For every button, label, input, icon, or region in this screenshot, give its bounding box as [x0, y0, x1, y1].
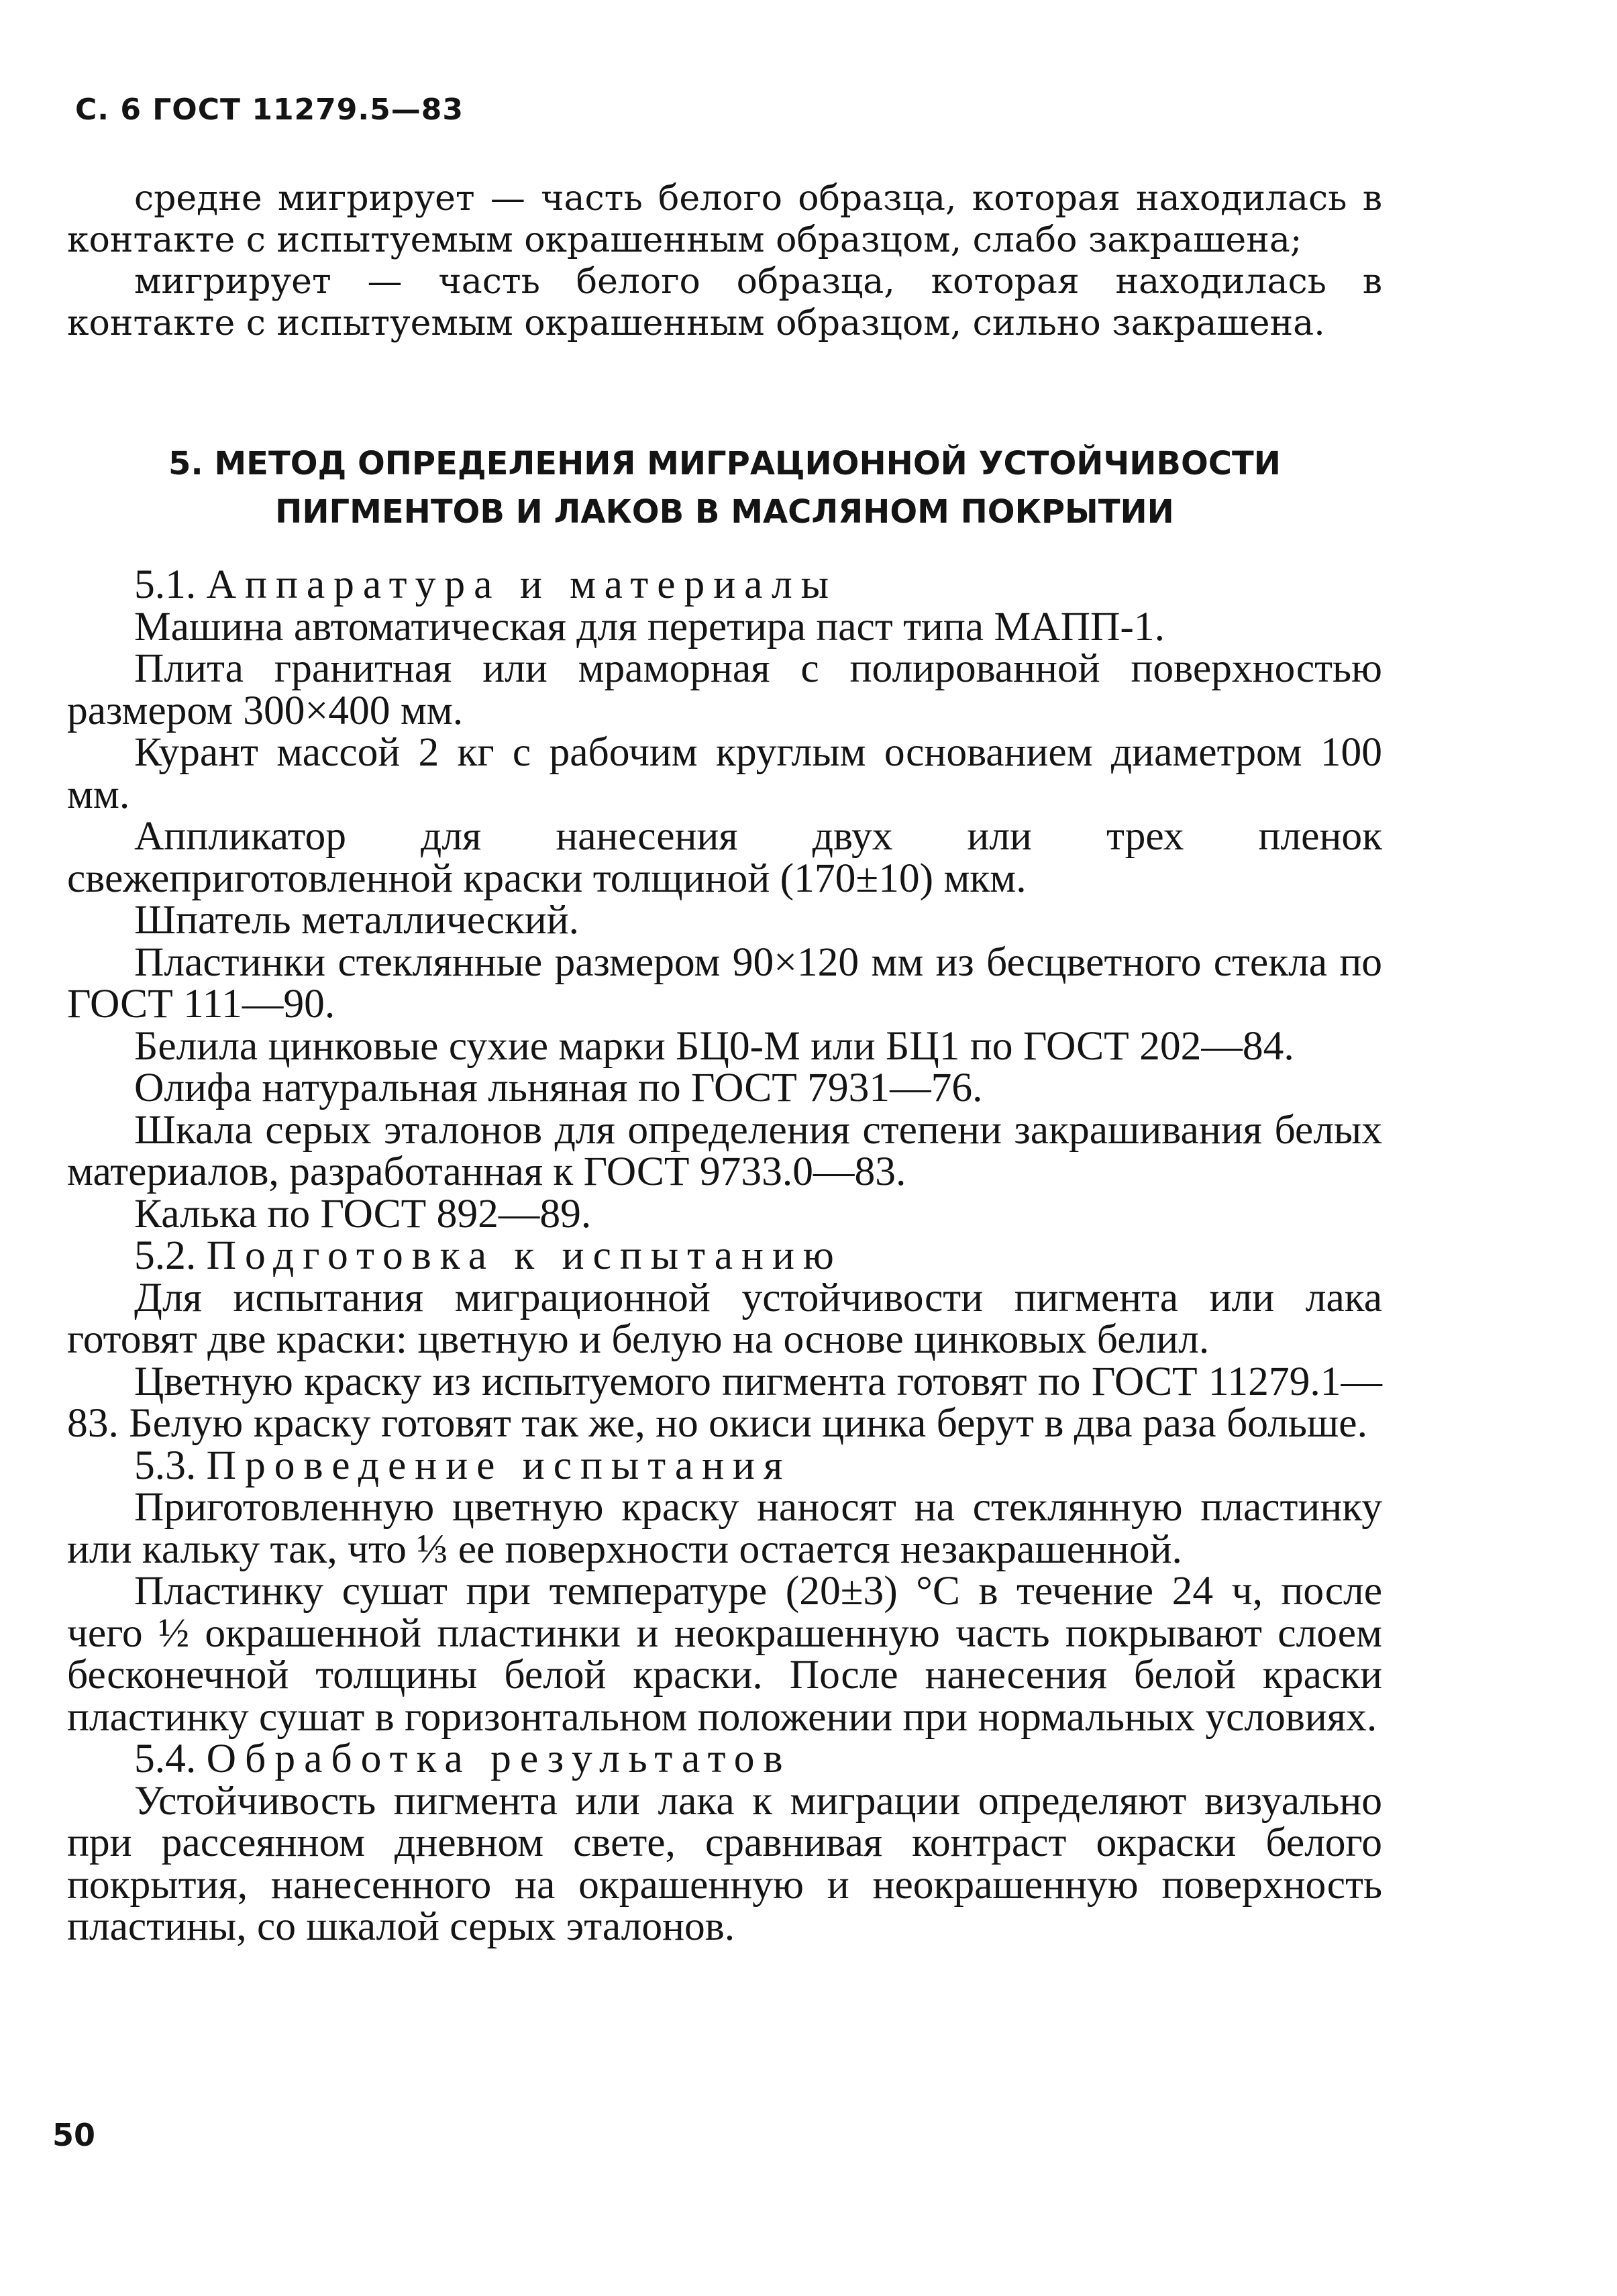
materials-item: Олифа натуральная льняная по ГОСТ 7931—76. [134, 1065, 983, 1110]
results-paragraph: Устойчивость пигмента или лака к миграции определяют визуально при рассеянном дневном свете, сравнивая контраст окраски белого покрытия, нанесенного на окрашенную и неокрашенную поверхность пластины, со шкалой серых эталонов. [67, 1777, 1382, 1949]
subsection-number: 5.1. [134, 562, 197, 607]
subsection-title: Подготовка к испытанию [206, 1233, 843, 1278]
test-paragraph: Пластинку сушат при температуре (20±3) °С в течение 24 ч, после чего ½ окрашенной пластинки и неокрашенную часть покрывают слоем бесконечной толщины белой краски. После нанесения белой краски пластинку сушат в горизонтальном положении при нормальных условиях. [67, 1568, 1382, 1740]
subsection-number: 5.4. [134, 1736, 197, 1781]
subsection-5-1-heading [67, 564, 1382, 606]
materials-item: Шпатель металлический. [134, 897, 580, 943]
materials-item: Белила цинковые сухие марки БЦ0-М или БЦ1 по ГОСТ 202—84. [134, 1023, 1294, 1069]
subsection-5-2-heading [67, 1235, 1382, 1277]
subsection-number: 5.3. [134, 1442, 197, 1488]
materials-item: Плита гранитная или мраморная с полированной поверхностью размером 300×400 мм. [67, 645, 1382, 733]
materials-item: Шкала серых эталонов для определения степени закрашивания белых материалов, разработанная к ГОСТ 9733.0—83. [67, 1106, 1382, 1194]
subsection-title: Аппаратура и материалы [206, 562, 838, 607]
page-header: С. 6 ГОСТ 11279.5—83 [75, 93, 464, 127]
section-body [67, 564, 1382, 1948]
materials-item: Машина автоматическая для перетира паст типа МАПП-1. [134, 603, 1165, 649]
materials-item: Аппликатор для нанесения двух или трех пленок свежеприготовленной краски толщиной (170±10) мкм. [67, 813, 1382, 901]
prep-paragraph: Для испытания миграционной устойчивости пигмента или лака готовят две краски: цветную и белую на основе цинковых белил. [67, 1274, 1382, 1362]
intro-paragraph: мигрирует — часть белого образца, которая находилась в контакте с испытуемым окрашенным образцом, сильно закрашена. [67, 262, 1382, 344]
subsection-5-4-heading [67, 1738, 1382, 1780]
page-number: 50 [52, 2117, 96, 2153]
materials-item: Калька по ГОСТ 892—89. [134, 1190, 592, 1237]
prep-paragraph: Цветную краску из испытуемого пигмента готовят по ГОСТ 11279.1—83. Белую краску готовят так же, но окиси цинка берут в два раза больше. [67, 1358, 1382, 1446]
section-title [67, 439, 1382, 536]
intro-block [67, 178, 1382, 344]
subsection-title: Обработка результатов [206, 1736, 792, 1781]
intro-paragraph: средне мигрирует — часть белого образца, которая находилась в контакте с испытуемым окрашенным образцом, слабо закрашена; [67, 178, 1382, 260]
section-title-line-1: 5. МЕТОД ОПРЕДЕЛЕНИЯ МИГРАЦИОННОЙ УСТОЙЧИВОСТИ [168, 445, 1281, 482]
materials-item: Курант массой 2 кг с рабочим круглым основанием диаметром 100 мм. [67, 729, 1382, 817]
section-title-line-2: ПИГМЕНТОВ И ЛАКОВ В МАСЛЯНОМ ПОКРЫТИИ [275, 493, 1174, 531]
materials-item: Пластинки стеклянные размером 90×120 мм из бесцветного стекла по ГОСТ 111—90. [67, 939, 1382, 1027]
subsection-number: 5.2. [134, 1233, 197, 1278]
subsection-5-3-heading [67, 1442, 1382, 1488]
test-paragraph: Приготовленную цветную краску наносят на стеклянную пластинку или кальку так, что ⅓ ее поверхности остается незакрашенной. [67, 1484, 1382, 1572]
subsection-title: Проведение испытания [206, 1442, 792, 1488]
